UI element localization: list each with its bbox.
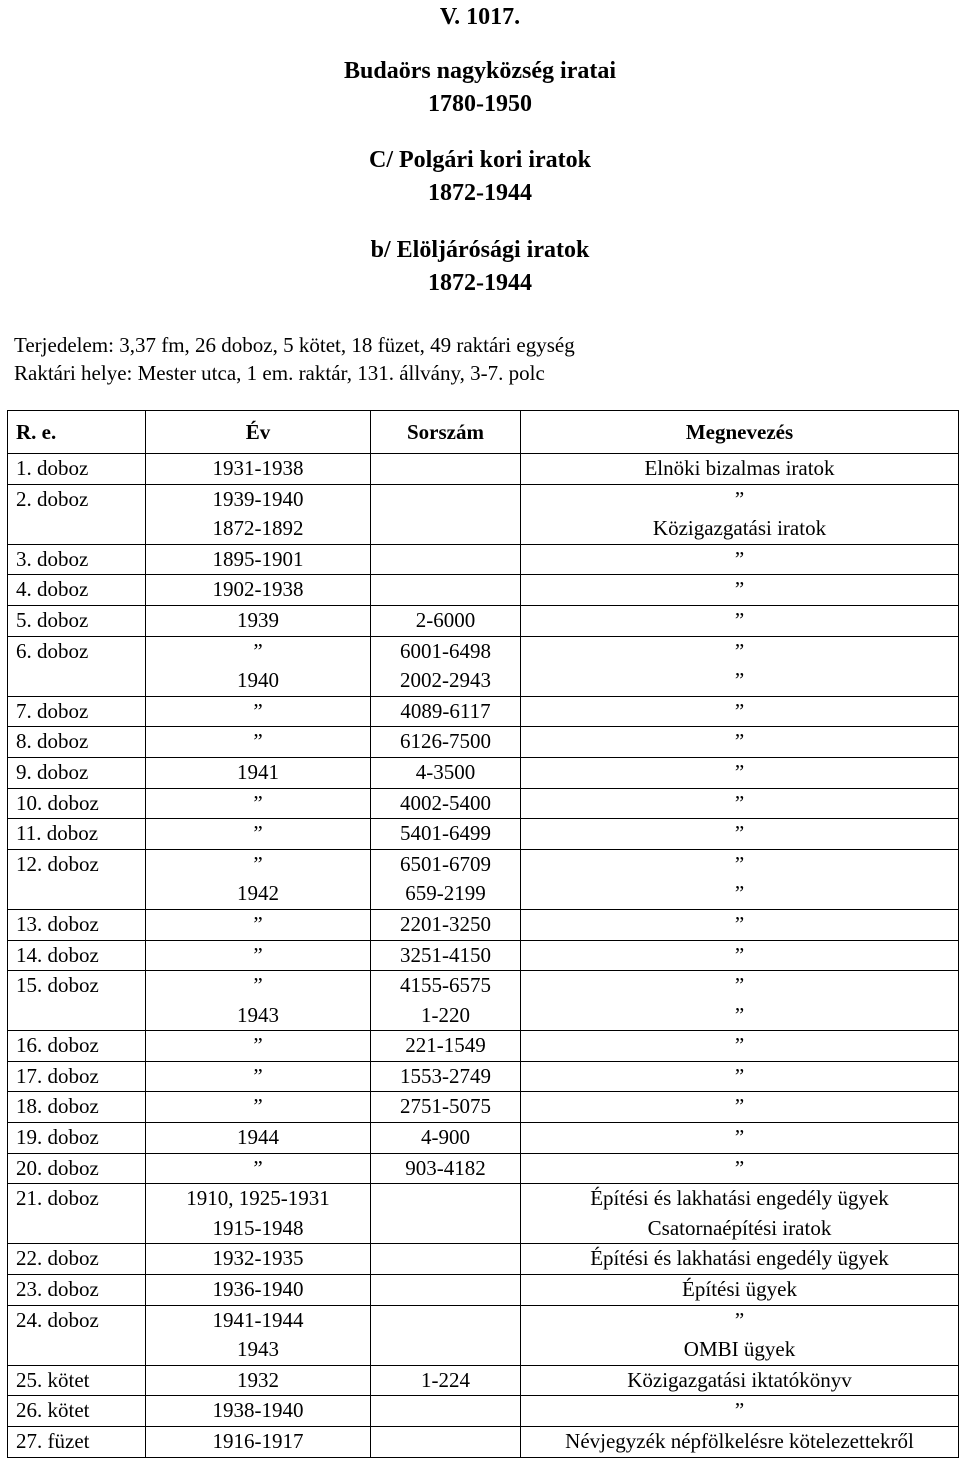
number-cell	[371, 1335, 521, 1365]
unit-cell: 18. doboz	[8, 1092, 146, 1123]
name-cell: ”	[521, 1153, 959, 1184]
table-row	[8, 1244, 959, 1275]
unit-cell: 11. doboz	[8, 819, 146, 850]
column-header-unit: R. e.	[8, 411, 146, 454]
year-cell: 1939-1940	[146, 484, 371, 514]
unit-cell: 24. doboz	[8, 1305, 146, 1335]
number-cell: 2002-2943	[371, 666, 521, 696]
year-cell: 1943	[146, 1001, 371, 1031]
year-cell: 1916-1917	[146, 1427, 371, 1458]
name-cell: Közigazgatási iktatókönyv	[521, 1365, 959, 1396]
fonds-years: 1780-1950	[428, 91, 532, 117]
unit-cell	[8, 666, 146, 696]
table-row	[8, 1031, 959, 1062]
unit-cell: 9. doboz	[8, 757, 146, 788]
year-cell: 1915-1948	[146, 1214, 371, 1244]
section-title: C/ Polgári kori iratok	[369, 147, 591, 173]
unit-cell: 19. doboz	[8, 1123, 146, 1154]
year-cell: ”	[146, 1092, 371, 1123]
number-cell	[371, 484, 521, 514]
number-cell: 6126-7500	[371, 727, 521, 758]
unit-cell: 21. doboz	[8, 1184, 146, 1214]
column-header-number: Sorszám	[371, 411, 521, 454]
year-cell: 1938-1940	[146, 1396, 371, 1427]
table-row	[8, 514, 959, 544]
year-cell: 1939	[146, 605, 371, 636]
location-text: Raktári helye: Mester utca, 1 em. raktár, 131. állvány, 3-7. polc	[14, 361, 545, 385]
table-row	[8, 1305, 959, 1335]
table-row	[8, 727, 959, 758]
unit-cell: 5. doboz	[8, 605, 146, 636]
year-cell: 1902-1938	[146, 575, 371, 606]
name-cell: ”	[521, 819, 959, 850]
name-cell: ”	[521, 1001, 959, 1031]
number-cell: 2751-5075	[371, 1092, 521, 1123]
name-cell: ”	[521, 1123, 959, 1154]
unit-cell: 20. doboz	[8, 1153, 146, 1184]
number-cell: 4155-6575	[371, 971, 521, 1001]
table-row	[8, 849, 959, 879]
unit-cell: 1. doboz	[8, 454, 146, 485]
unit-cell: 3. doboz	[8, 544, 146, 575]
section-years: 1872-1944	[428, 180, 532, 206]
unit-cell: 23. doboz	[8, 1275, 146, 1306]
name-cell: Közigazgatási iratok	[521, 514, 959, 544]
name-cell: ”	[521, 484, 959, 514]
name-cell: ”	[521, 971, 959, 1001]
year-cell: 1944	[146, 1123, 371, 1154]
unit-cell	[8, 1335, 146, 1365]
subsection-years: 1872-1944	[428, 270, 532, 296]
table-row	[8, 909, 959, 940]
unit-cell: 8. doboz	[8, 727, 146, 758]
unit-cell: 7. doboz	[8, 696, 146, 727]
number-cell: 4002-5400	[371, 788, 521, 819]
table-row	[8, 879, 959, 909]
year-cell: 1936-1940	[146, 1275, 371, 1306]
number-cell: 5401-6499	[371, 819, 521, 850]
table-row	[8, 1335, 959, 1365]
name-cell: ”	[521, 636, 959, 666]
year-cell: ”	[146, 696, 371, 727]
year-cell: ”	[146, 788, 371, 819]
table-row	[8, 454, 959, 485]
year-cell: 1872-1892	[146, 514, 371, 544]
year-cell: 1932	[146, 1365, 371, 1396]
year-cell: 1910, 1925-1931	[146, 1184, 371, 1214]
unit-cell: 15. doboz	[8, 971, 146, 1001]
year-cell: ”	[146, 636, 371, 666]
table-row	[8, 757, 959, 788]
name-cell: ”	[521, 1031, 959, 1062]
unit-cell: 27. füzet	[8, 1427, 146, 1458]
table-row	[8, 605, 959, 636]
number-cell: 2201-3250	[371, 909, 521, 940]
unit-cell: 4. doboz	[8, 575, 146, 606]
name-cell: Elnöki bizalmas iratok	[521, 454, 959, 485]
name-cell: ”	[521, 909, 959, 940]
year-cell: ”	[146, 1153, 371, 1184]
number-cell: 1553-2749	[371, 1061, 521, 1092]
year-cell: ”	[146, 909, 371, 940]
number-cell	[371, 1396, 521, 1427]
year-cell: 1895-1901	[146, 544, 371, 575]
number-cell	[371, 454, 521, 485]
year-cell: 1941-1944	[146, 1305, 371, 1335]
year-cell: ”	[146, 727, 371, 758]
records-table	[7, 410, 959, 1458]
unit-cell	[8, 514, 146, 544]
table-row	[8, 1001, 959, 1031]
unit-cell	[8, 1214, 146, 1244]
number-cell: 903-4182	[371, 1153, 521, 1184]
table-row	[8, 1184, 959, 1214]
table-row	[8, 636, 959, 666]
year-cell: ”	[146, 1031, 371, 1062]
table-row	[8, 544, 959, 575]
table-row	[8, 1214, 959, 1244]
name-cell: ”	[521, 727, 959, 758]
unit-cell: 26. kötet	[8, 1396, 146, 1427]
table-row	[8, 1153, 959, 1184]
table-row	[8, 1396, 959, 1427]
fonds-title: Budaörs nagyközség iratai	[343, 58, 616, 84]
year-cell: ”	[146, 1061, 371, 1092]
table-row	[8, 1061, 959, 1092]
number-cell: 221-1549	[371, 1031, 521, 1062]
name-cell: ”	[521, 696, 959, 727]
name-cell: ”	[521, 544, 959, 575]
table-body	[8, 454, 959, 1458]
unit-cell: 13. doboz	[8, 909, 146, 940]
unit-cell: 2. doboz	[8, 484, 146, 514]
year-cell: 1931-1938	[146, 454, 371, 485]
name-cell: Névjegyzék népfölkelésre kötelezettekről	[521, 1427, 959, 1458]
name-cell: ”	[521, 666, 959, 696]
table-row	[8, 666, 959, 696]
unit-cell	[8, 1001, 146, 1031]
year-cell: ”	[146, 849, 371, 879]
table-row	[8, 1092, 959, 1123]
table-row	[8, 1427, 959, 1458]
name-cell: Építési és lakhatási engedély ügyek	[521, 1244, 959, 1275]
number-cell: 6001-6498	[371, 636, 521, 666]
table-header-row	[8, 411, 959, 454]
number-cell: 659-2199	[371, 879, 521, 909]
name-cell: ”	[521, 1396, 959, 1427]
table-row	[8, 575, 959, 606]
name-cell: ”	[521, 1092, 959, 1123]
table-row	[8, 1123, 959, 1154]
number-cell: 4089-6117	[371, 696, 521, 727]
number-cell: 1-224	[371, 1365, 521, 1396]
table-row	[8, 696, 959, 727]
name-cell: ”	[521, 879, 959, 909]
name-cell: ”	[521, 1305, 959, 1335]
name-cell: ”	[521, 849, 959, 879]
unit-cell: 25. kötet	[8, 1365, 146, 1396]
unit-cell: 16. doboz	[8, 1031, 146, 1062]
name-cell: ”	[521, 1061, 959, 1092]
number-cell: 4-900	[371, 1123, 521, 1154]
name-cell: OMBI ügyek	[521, 1335, 959, 1365]
number-cell	[371, 1275, 521, 1306]
table-row	[8, 819, 959, 850]
name-cell: Építési és lakhatási engedély ügyek	[521, 1184, 959, 1214]
table-row	[8, 940, 959, 971]
number-cell: 6501-6709	[371, 849, 521, 879]
unit-cell: 22. doboz	[8, 1244, 146, 1275]
number-cell	[371, 575, 521, 606]
number-cell: 2-6000	[371, 605, 521, 636]
number-cell: 3251-4150	[371, 940, 521, 971]
year-cell: 1940	[146, 666, 371, 696]
unit-cell: 10. doboz	[8, 788, 146, 819]
number-cell	[371, 1427, 521, 1458]
unit-cell: 6. doboz	[8, 636, 146, 666]
year-cell: 1942	[146, 879, 371, 909]
number-cell	[371, 514, 521, 544]
number-cell	[371, 1244, 521, 1275]
year-cell: 1943	[146, 1335, 371, 1365]
column-header-year: Év	[146, 411, 371, 454]
number-cell	[371, 1214, 521, 1244]
unit-cell: 12. doboz	[8, 849, 146, 879]
name-cell: ”	[521, 575, 959, 606]
extent-text: Terjedelem: 3,37 fm, 26 doboz, 5 kötet, 18 füzet, 49 raktári egység	[14, 333, 575, 357]
number-cell: 4-3500	[371, 757, 521, 788]
name-cell: Csatornaépítési iratok	[521, 1214, 959, 1244]
name-cell: ”	[521, 788, 959, 819]
year-cell: 1932-1935	[146, 1244, 371, 1275]
name-cell: ”	[521, 940, 959, 971]
table-row	[8, 971, 959, 1001]
year-cell: ”	[146, 940, 371, 971]
subsection-title: b/ Elöljárósági iratok	[370, 237, 590, 263]
number-cell	[371, 1305, 521, 1335]
unit-cell	[8, 879, 146, 909]
name-cell: Építési ügyek	[521, 1275, 959, 1306]
name-cell: ”	[521, 605, 959, 636]
unit-cell: 14. doboz	[8, 940, 146, 971]
name-cell: ”	[521, 757, 959, 788]
number-cell	[371, 1184, 521, 1214]
year-cell: 1941	[146, 757, 371, 788]
number-cell	[371, 544, 521, 575]
table-row	[8, 1275, 959, 1306]
fonds-code: V. 1017.	[439, 4, 521, 30]
year-cell: ”	[146, 819, 371, 850]
number-cell: 1-220	[371, 1001, 521, 1031]
table-row	[8, 484, 959, 514]
table-row	[8, 1365, 959, 1396]
unit-cell: 17. doboz	[8, 1061, 146, 1092]
column-header-name: Megnevezés	[521, 411, 959, 454]
table-row	[8, 788, 959, 819]
year-cell: ”	[146, 971, 371, 1001]
